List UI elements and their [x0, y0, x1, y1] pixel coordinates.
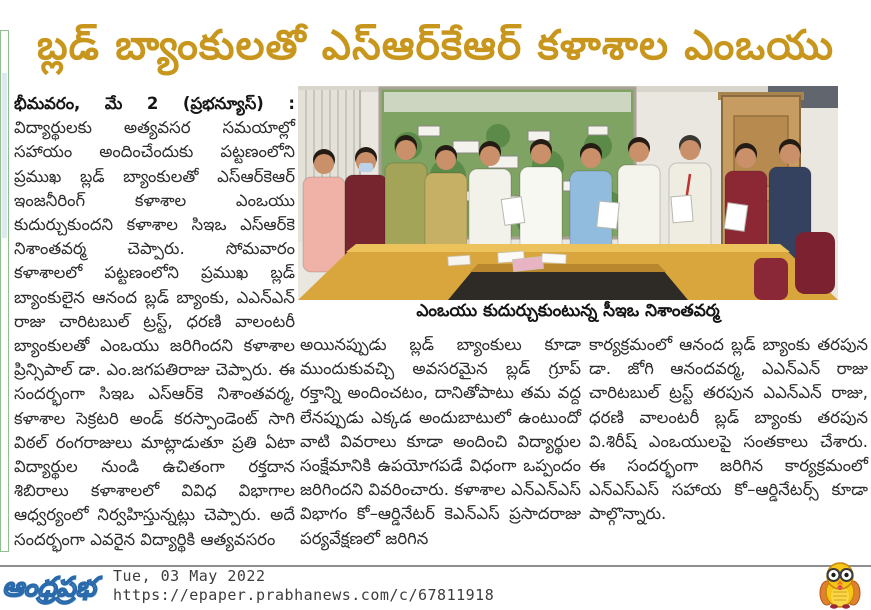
news-photo	[298, 86, 838, 300]
article-column-2: అయినప్పుడు బ్లడ్ బ్యాంకులు కూడా ముందుకువచ్చి అవసరమైన బ్లడ్ గ్రూప్ రక్తాన్ని అందించటం, దానితోపాటు తమ వద్ద లేనప్పుడు ఎక్కడ అందుబాటులో ఉంటుందో వాటి వివరాలు కూడా అందించి విద్యార్థుల సంక్షేమానికి ఉపయోగపడే విధంగా ఒప్పందం జరిగిందని వివరించారు. కళాశాల ఎన్ఎన్ఎస్ విభాగం కో–ఆర్డినేటర్ కెఎన్ఎస్ ప్రసాదరాజు పర్యవేక్షణలో జరిగిన	[300, 335, 581, 548]
photo-caption: ఎంఒయు కుదుర్చుకుంటున్న సీఇఒ నిశాంతవర్మ	[416, 301, 720, 321]
andhraprabha-logo: ఆంధ్రప్రభ	[2, 572, 96, 603]
news-photo-illustration	[298, 86, 838, 300]
owl-mascot-icon	[817, 561, 863, 609]
dateline: భీమవరం, మే 2 (ప్రభన్యూస్) :	[14, 94, 295, 113]
article-headline: బ్లడ్ బ్యాంకులతో ఎస్ఆర్‌కేఆర్ కళాశాల ఎంఒయు	[36, 21, 835, 69]
left-crop-edge	[0, 30, 9, 552]
article-column-3: కార్యక్రమంలో ఆనంద బ్లడ్ బ్యాంకు తరపున డా. జోగి ఆనందవర్మ, ఎఎన్ఎన్ రాజు చారిటబుల్ ట్రస్ట్ తరపున ఎఎన్ఎన్ రాజు, ధరణి వాలంటరీ బ్లడ్ బ్యాంకు తరపున వి.శిరీష్ ఎంఒయులపై సంతకాలు చేశారు. ఈ సందర్భంగా జరిగిన కార్యక్రమంలో ఎన్ఎస్ఎస్ సహాయ కో–ఆర్డినేటర్స్ కూడా పాల్గొన్నారు.	[589, 335, 868, 524]
clipping-date: Tue, 03 May 2022	[113, 567, 266, 585]
article-column-1	[14, 92, 295, 554]
column1-text: విద్యార్థులకు అత్యవసర సమయాల్లో సహాయం అందించేందుకు పట్టణంలోని ప్రముఖ బ్లడ్ బ్యాంకులతో ఎస్ఆర్‌కెఆర్ ఇంజనీరింగ్ కళాశాల ఎంఒయు కుదుర్చుకుందని కళాశాల సిఇఒ ఎస్ఆర్‌కె నిశాంతవర్మ చెప్పారు. సోమవారం కళాశాలలో పట్టణంలోని ప్రముఖ బ్లడ్ బ్యాంకులైన ఆనంద బ్లడ్ బ్యాంకు, ఎఎన్ఎన్ రాజు చారిటబుల్ ట్రస్ట్, ధరణి వాలంటరీ బ్యాంకులతో ఎంఒయు జరిగిందని కళాశాల ప్రిన్సిపాల్ డా. ఎం.జగపతిరాజు చెప్పారు. ఈ సందర్భంగా సిఇఒ ఎస్ఆర్‌కె నిశాంతవర్మ, కళాశాల సెక్రటరి అండ్ కరస్పాండెంట్ సాగి విఠల్ రంగరాజులు మాట్లాడుతూ ప్రతి ఏటా విద్యార్థుల నుండి ఉచితంగా రక్తదాన శిబిరాలు కళాశాలలో వివిధ విభాగాల ఆధ్వర్యంలో నిర్వహిస్తున్నట్లు చెప్పారు. అదే సందర్భంగా ఎవరైన విద్యార్థికి ఆత్యవసరం	[14, 118, 295, 549]
left-crop-edge-image-sliver	[2, 73, 7, 238]
clipping-url-link[interactable]: https://epaper.prabhanews.com/c/67811918	[113, 586, 495, 604]
